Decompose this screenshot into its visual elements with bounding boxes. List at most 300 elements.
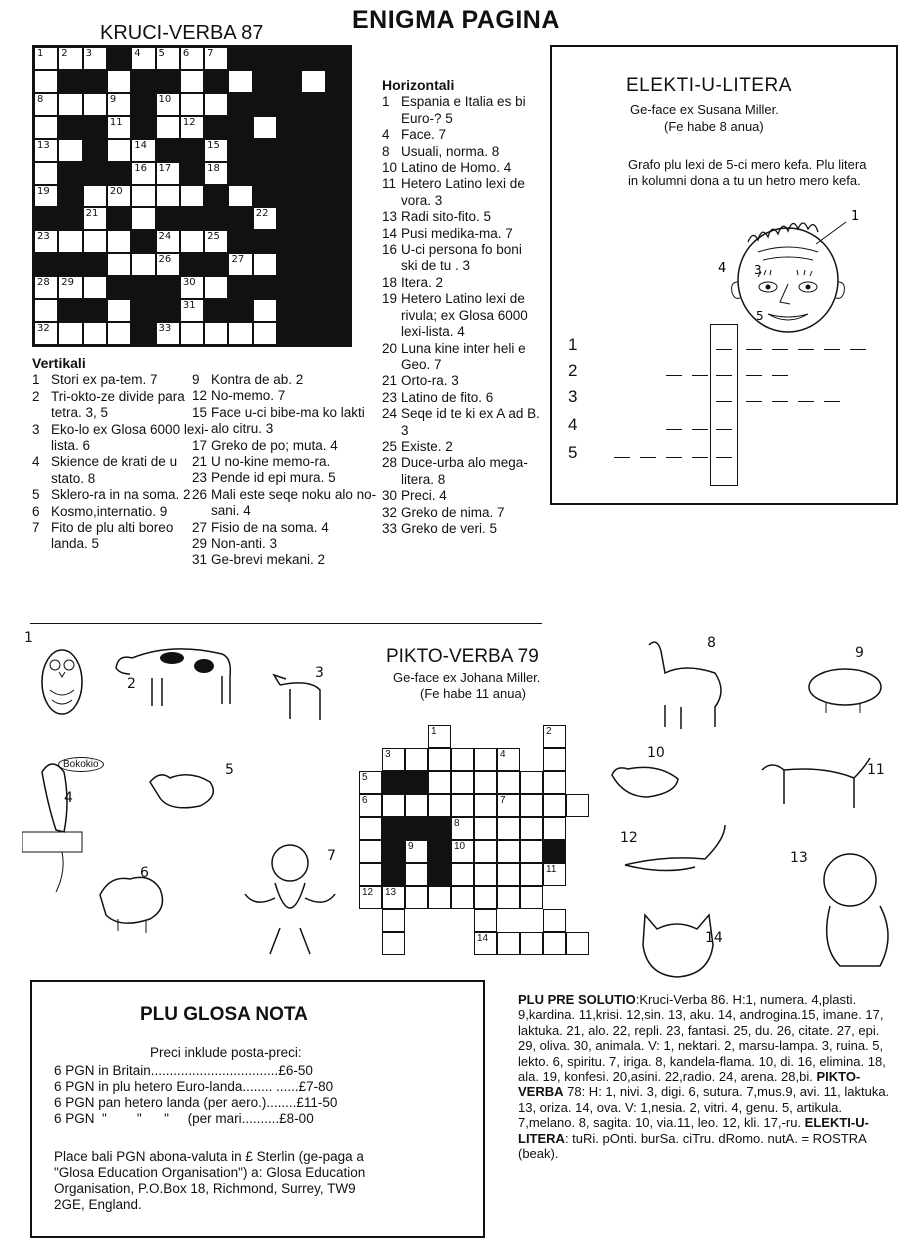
clue-item — [382, 226, 542, 242]
grid-cell[interactable] — [204, 322, 228, 345]
face-drawing — [718, 202, 868, 347]
clue-item — [32, 504, 212, 520]
clue-number: 33 — [382, 520, 398, 536]
elekti-age: (Fe habe 8 anua) — [664, 119, 764, 134]
grid-cell[interactable] — [359, 886, 382, 909]
grid-cell[interactable] — [405, 840, 428, 863]
grid-cell[interactable] — [543, 771, 566, 794]
grid-black-cell — [301, 322, 325, 345]
letter-slot[interactable] — [746, 401, 762, 402]
grid-cell[interactable] — [131, 139, 155, 162]
grid-cell[interactable] — [451, 840, 474, 863]
animal-number: 4 — [64, 790, 73, 806]
grid-black-cell — [277, 93, 301, 116]
grid-cell[interactable] — [428, 725, 451, 748]
grid-black-cell — [204, 185, 228, 208]
clue-text: Non-anti. 3 — [211, 536, 278, 552]
clue-number: 29 — [192, 536, 208, 552]
grid-cell[interactable] — [34, 299, 58, 322]
grid-cell-number: 8 — [37, 93, 44, 105]
grid-cell-number: 3 — [85, 48, 92, 59]
grid-cell[interactable] — [359, 863, 382, 886]
grid-cell[interactable] — [543, 817, 566, 840]
grid-cell-number: 2 — [546, 726, 552, 737]
grid-cell[interactable] — [228, 185, 252, 208]
grid-black-cell — [228, 162, 252, 185]
grid-cell[interactable] — [180, 116, 204, 139]
clue-text: Ge-brevi mekani. 2 — [211, 552, 326, 568]
vertikali-heading: Vertikali — [32, 355, 86, 371]
grid-cell[interactable] — [204, 139, 228, 162]
grid-black-cell — [253, 139, 277, 162]
grid-cell[interactable] — [382, 932, 405, 955]
grid-cell[interactable] — [428, 748, 451, 771]
grid-cell[interactable] — [156, 253, 180, 276]
clue-text: Greko de nima. 7 — [401, 504, 505, 520]
grid-cell[interactable] — [58, 276, 82, 299]
grid-cell[interactable] — [180, 70, 204, 93]
grid-cell[interactable] — [58, 322, 82, 345]
grid-cell[interactable] — [34, 162, 58, 185]
grid-black-cell — [58, 70, 82, 93]
grid-cell[interactable] — [253, 207, 277, 230]
grid-black-cell — [58, 162, 82, 185]
grid-black-cell — [107, 207, 131, 230]
grid-cell[interactable] — [382, 794, 405, 817]
elekti-instructions: Grafo plu lexi de 5-ci mero kefa. Plu litera in kolumni dona a tu un hetro mero kefa. — [628, 157, 867, 188]
grid-cell[interactable] — [543, 748, 566, 771]
grid-cell[interactable] — [204, 230, 228, 253]
grid-cell-number: 6 — [182, 48, 190, 59]
animal-icon — [790, 645, 890, 715]
grid-black-cell — [228, 276, 252, 299]
clue-text: Face. 7 — [401, 127, 447, 143]
grid-cell[interactable] — [405, 863, 428, 886]
grid-cell[interactable] — [451, 886, 474, 909]
grid-black-cell — [277, 70, 301, 93]
grid-cell[interactable] — [497, 840, 520, 863]
clue-text: No-memo. 7 — [211, 388, 286, 404]
grid-cell[interactable] — [107, 93, 131, 116]
grid-cell[interactable] — [34, 116, 58, 139]
animal-icon — [605, 815, 745, 895]
grid-cell[interactable] — [428, 771, 451, 794]
grid-cell[interactable] — [428, 886, 451, 909]
letter-slot[interactable] — [798, 401, 814, 402]
grid-black-cell — [180, 207, 204, 230]
grid-black-cell — [428, 817, 451, 840]
grid-cell[interactable] — [543, 794, 566, 817]
grid-cell[interactable] — [156, 230, 180, 253]
grid-cell[interactable] — [405, 748, 428, 771]
clue-text: Duce-urba alo mega-litera. 8 — [401, 455, 528, 487]
grid-cell[interactable] — [543, 725, 566, 748]
grid-cell[interactable] — [497, 817, 520, 840]
grid-cell[interactable] — [180, 93, 204, 116]
grid-cell[interactable] — [83, 207, 107, 230]
price-row — [54, 1095, 409, 1111]
letter-slot[interactable] — [692, 457, 708, 458]
letter-slot[interactable] — [666, 457, 682, 458]
clue-number: 5 — [32, 487, 40, 503]
grid-cell[interactable] — [156, 322, 180, 345]
grid-black-cell — [131, 299, 155, 322]
grid-cell-number: 21 — [85, 208, 99, 220]
clue-text: Fisio de na soma. 4 — [211, 519, 329, 535]
animal-icon — [235, 818, 345, 958]
grid-black-cell — [301, 230, 325, 253]
letter-slot[interactable] — [824, 401, 840, 402]
grid-cell[interactable] — [359, 840, 382, 863]
grid-cell[interactable] — [131, 47, 155, 70]
grid-cell[interactable] — [566, 794, 589, 817]
grid-cell[interactable] — [520, 840, 543, 863]
grid-cell[interactable] — [180, 322, 204, 345]
clue-item — [32, 520, 212, 553]
grid-cell[interactable] — [58, 47, 82, 70]
grid-black-cell — [301, 116, 325, 139]
grid-cell[interactable] — [497, 771, 520, 794]
grid-cell[interactable] — [131, 207, 155, 230]
grid-cell[interactable] — [520, 771, 543, 794]
clue-number: 27 — [192, 519, 208, 535]
grid-cell[interactable] — [156, 185, 180, 208]
grid-cell[interactable] — [474, 748, 497, 771]
grid-cell[interactable] — [107, 322, 131, 345]
clue-number: 2 — [32, 388, 40, 404]
clue-text: Hetero Latino lexi de vora. 3 — [401, 176, 525, 208]
letter-slot[interactable] — [716, 375, 732, 376]
ladder-row-number: 3 — [568, 387, 578, 406]
clue-text: Latino de Homo. 4 — [401, 160, 512, 176]
price-row — [54, 1063, 409, 1079]
letter-slot[interactable] — [666, 375, 682, 376]
grid-cell[interactable] — [204, 93, 228, 116]
grid-cell[interactable] — [543, 932, 566, 955]
grid-black-cell — [156, 70, 180, 93]
grid-cell[interactable] — [451, 863, 474, 886]
grid-black-cell — [83, 139, 107, 162]
grid-black-cell — [428, 863, 451, 886]
grid-cell[interactable] — [83, 322, 107, 345]
grid-cell[interactable] — [497, 932, 520, 955]
grid-cell[interactable] — [543, 909, 566, 932]
grid-cell[interactable] — [474, 909, 497, 932]
grid-cell-number: 1 — [431, 726, 437, 737]
grid-black-cell — [34, 207, 58, 230]
letter-slot[interactable] — [716, 401, 732, 402]
clue-number: 11 — [382, 176, 397, 192]
grid-black-cell — [180, 139, 204, 162]
grid-black-cell — [326, 116, 350, 139]
grid-cell[interactable] — [382, 909, 405, 932]
grid-cell[interactable] — [520, 932, 543, 955]
vertikali-clues-col2 — [192, 372, 382, 569]
solutio-kruci: :Kruci-Verba 86. H:1, numera. 4,plasti. 9,kardina. 11,krisi. 12,sin. 13, aku. 14, androgina.15, imane. 17, laktuka. 21, alo. 22, repli. 23, fantasi. 25, du. 26, citate. 27, epi. 29, oliva. 30, animala. V: 1, nektari. 2, marsu-lampa. 3, ruina. 5, lekto. 6, spiritu. 7, iriga. 8, kandela-flama. 10, di. 16, elimina. 18, ala. 19, konfesi. 20,asini. 22,radio. 24, arena. 28,bi. — [518, 992, 886, 1085]
grid-cell[interactable] — [566, 932, 589, 955]
grid-black-cell — [326, 47, 350, 70]
grid-cell[interactable] — [451, 771, 474, 794]
grid-cell-number: 24 — [158, 231, 172, 243]
grid-cell[interactable] — [451, 794, 474, 817]
grid-cell[interactable] — [34, 93, 58, 116]
grid-cell[interactable] — [83, 47, 107, 70]
grid-black-cell — [253, 185, 277, 208]
clue-text: Radi sito-fito. 5 — [401, 209, 492, 225]
grid-cell[interactable] — [253, 299, 277, 322]
grid-cell[interactable] — [83, 276, 107, 299]
price-row — [54, 1111, 409, 1127]
clue-item — [32, 454, 212, 487]
letter-slot[interactable] — [824, 349, 840, 350]
grid-black-cell — [156, 139, 180, 162]
grid-cell[interactable] — [497, 748, 520, 771]
grid-cell[interactable] — [451, 748, 474, 771]
grid-cell[interactable] — [204, 162, 228, 185]
section-divider — [30, 623, 542, 624]
grid-cell[interactable] — [497, 886, 520, 909]
grid-cell[interactable] — [228, 70, 252, 93]
animal-number: 3 — [315, 665, 324, 681]
letter-slot[interactable] — [692, 429, 708, 430]
grid-cell[interactable] — [180, 276, 204, 299]
animal-number: 10 — [647, 745, 665, 761]
animal-number: 14 — [705, 930, 723, 946]
grid-cell[interactable] — [301, 70, 325, 93]
clue-number: 8 — [382, 143, 390, 159]
grid-cell-number: 6 — [362, 795, 368, 806]
grid-cell[interactable] — [359, 794, 382, 817]
pikto-byline: Ge-face ex Johana Miller. — [393, 670, 541, 685]
letter-slot[interactable] — [798, 349, 814, 350]
grid-cell[interactable] — [520, 886, 543, 909]
grid-cell[interactable] — [58, 230, 82, 253]
grid-black-cell — [131, 276, 155, 299]
grid-black-cell — [228, 139, 252, 162]
grid-black-cell — [204, 253, 228, 276]
grid-cell[interactable] — [474, 817, 497, 840]
grid-cell[interactable] — [156, 116, 180, 139]
price-label: 6 PGN in plu hetero Euro-landa........ ...... — [54, 1079, 299, 1094]
grid-cell[interactable] — [253, 253, 277, 276]
clue-number: 23 — [382, 389, 398, 405]
clue-item — [192, 405, 382, 438]
grid-cell[interactable] — [83, 93, 107, 116]
grid-cell[interactable] — [131, 185, 155, 208]
grid-cell[interactable] — [107, 230, 131, 253]
clue-text: Luna kine inter heli e Geo. 7 — [401, 340, 526, 372]
grid-cell-number: 10 — [454, 841, 466, 852]
animal-drawing-5 — [140, 762, 240, 822]
grid-black-cell — [405, 771, 428, 794]
grid-cell[interactable] — [228, 253, 252, 276]
svg-text:1: 1 — [851, 209, 860, 224]
grid-cell[interactable] — [520, 817, 543, 840]
grid-cell[interactable] — [520, 863, 543, 886]
clue-text: Orto-ra. 3 — [401, 373, 459, 389]
grid-cell-number: 9 — [109, 93, 117, 105]
grid-cell[interactable] — [34, 185, 58, 208]
grid-cell-number: 11 — [109, 116, 123, 128]
grid-black-cell — [83, 162, 107, 185]
clue-number: 3 — [32, 421, 40, 437]
grid-cell[interactable] — [34, 139, 58, 162]
grid-black-cell — [180, 162, 204, 185]
letter-slot[interactable] — [746, 375, 762, 376]
letter-slot[interactable] — [716, 349, 732, 350]
grid-black-cell — [301, 253, 325, 276]
letter-slot[interactable] — [666, 429, 682, 430]
grid-cell[interactable] — [131, 162, 155, 185]
grid-cell[interactable] — [107, 253, 131, 276]
grid-cell[interactable] — [131, 253, 155, 276]
letter-slot[interactable] — [772, 401, 788, 402]
grid-cell[interactable] — [58, 139, 82, 162]
grid-cell[interactable] — [497, 794, 520, 817]
grid-cell[interactable] — [34, 230, 58, 253]
clue-item — [382, 406, 542, 439]
grid-cell-number: 20 — [109, 185, 123, 197]
grid-black-cell — [131, 93, 155, 116]
grid-cell[interactable] — [34, 322, 58, 345]
grid-cell-number: 29 — [61, 277, 75, 289]
grid-black-cell — [326, 230, 350, 253]
grid-cell-number: 27 — [231, 254, 245, 266]
grid-cell[interactable] — [474, 771, 497, 794]
clue-number: 9 — [192, 372, 200, 387]
grid-cell-number: 22 — [255, 208, 269, 220]
animal-number: 9 — [855, 645, 864, 661]
grid-black-cell — [326, 70, 350, 93]
grid-black-cell — [382, 817, 405, 840]
clue-text: Preci. 4 — [401, 488, 447, 504]
grid-black-cell — [83, 299, 107, 322]
grid-black-cell — [131, 70, 155, 93]
grid-cell[interactable] — [543, 863, 566, 886]
grid-cell[interactable] — [107, 139, 131, 162]
grid-cell[interactable] — [382, 886, 405, 909]
page-title: ENIGMA PAGINA — [352, 6, 560, 34]
grid-cell[interactable] — [474, 794, 497, 817]
grid-cell[interactable] — [180, 185, 204, 208]
grid-cell[interactable] — [253, 116, 277, 139]
grid-cell[interactable] — [382, 748, 405, 771]
price-label: 6 PGN in Britain.................................. — [54, 1063, 279, 1078]
clue-item — [382, 160, 542, 176]
clue-text: Seqe id te ki ex A ad B. 3 — [401, 406, 540, 438]
grid-cell[interactable] — [405, 794, 428, 817]
grid-cell[interactable] — [204, 276, 228, 299]
clue-item — [382, 390, 542, 406]
grid-cell[interactable] — [359, 771, 382, 794]
grid-black-cell — [277, 253, 301, 276]
grid-cell[interactable] — [107, 185, 131, 208]
clue-text: Stori ex pa-tem. 7 — [51, 372, 158, 388]
solutio-elekti: : tuRi. pOnti. burSa. ciTru. dRomo. nutA. = ROSTRA (beak). — [518, 1130, 867, 1162]
grid-cell-number: 19 — [37, 185, 50, 197]
grid-cell[interactable] — [180, 47, 204, 70]
grid-cell[interactable] — [474, 840, 497, 863]
grid-cell[interactable] — [405, 886, 428, 909]
grid-black-cell — [543, 840, 566, 863]
grid-cell[interactable] — [520, 794, 543, 817]
clue-item — [382, 144, 542, 160]
grid-black-cell — [131, 230, 155, 253]
grid-black-cell — [253, 93, 277, 116]
price-value: £11-50 — [296, 1095, 338, 1110]
grid-cell[interactable] — [474, 886, 497, 909]
horizontali-heading: Horizontali — [382, 77, 455, 93]
letter-slot[interactable] — [640, 457, 656, 458]
clue-item — [192, 487, 382, 520]
grid-cell[interactable] — [228, 322, 252, 345]
grid-cell[interactable] — [34, 47, 58, 70]
grid-cell[interactable] — [58, 93, 82, 116]
clue-item — [32, 372, 212, 388]
letter-slot[interactable] — [614, 457, 630, 458]
grid-cell[interactable] — [253, 322, 277, 345]
letter-slot[interactable] — [746, 349, 762, 350]
grid-cell[interactable] — [34, 276, 58, 299]
letter-slot[interactable] — [772, 375, 788, 376]
grid-cell-number: 8 — [454, 818, 460, 829]
grid-cell[interactable] — [107, 116, 131, 139]
grid-cell[interactable] — [156, 162, 180, 185]
animal-number: 6 — [140, 865, 149, 881]
clue-item — [382, 488, 542, 504]
grid-cell[interactable] — [180, 230, 204, 253]
grid-cell[interactable] — [359, 817, 382, 840]
grid-cell[interactable] — [107, 299, 131, 322]
clue-item — [382, 439, 542, 455]
svg-text:5: 5 — [756, 309, 764, 323]
grid-black-cell — [253, 230, 277, 253]
grid-cell[interactable] — [83, 230, 107, 253]
grid-black-cell — [277, 47, 301, 70]
grid-black-cell — [277, 230, 301, 253]
grid-cell-number: 15 — [207, 139, 220, 151]
letter-slot[interactable] — [716, 457, 732, 458]
letter-slot[interactable] — [850, 349, 866, 350]
grid-cell[interactable] — [428, 794, 451, 817]
grid-cell[interactable] — [156, 93, 180, 116]
grid-cell[interactable] — [34, 70, 58, 93]
grid-cell[interactable] — [180, 299, 204, 322]
price-value: £6-50 — [278, 1063, 313, 1078]
grid-cell[interactable] — [497, 863, 520, 886]
grid-cell[interactable] — [474, 932, 497, 955]
grid-black-cell — [131, 116, 155, 139]
grid-cell[interactable] — [83, 185, 107, 208]
grid-black-cell — [301, 93, 325, 116]
grid-cell[interactable] — [156, 47, 180, 70]
grid-cell[interactable] — [107, 70, 131, 93]
grid-black-cell — [156, 299, 180, 322]
grid-cell[interactable] — [474, 863, 497, 886]
grid-cell[interactable] — [204, 47, 228, 70]
grid-cell[interactable] — [451, 817, 474, 840]
clue-number: 10 — [382, 160, 398, 176]
letter-slot[interactable] — [692, 375, 708, 376]
glosa-nota-box — [30, 980, 485, 1238]
letter-slot[interactable] — [772, 349, 788, 350]
grid-cell-number: 9 — [408, 841, 414, 852]
letter-slot[interactable] — [716, 429, 732, 430]
grid-black-cell — [204, 116, 228, 139]
clue-number: 7 — [32, 520, 40, 536]
grid-cell-number: 26 — [158, 254, 172, 266]
clue-item — [382, 209, 542, 225]
